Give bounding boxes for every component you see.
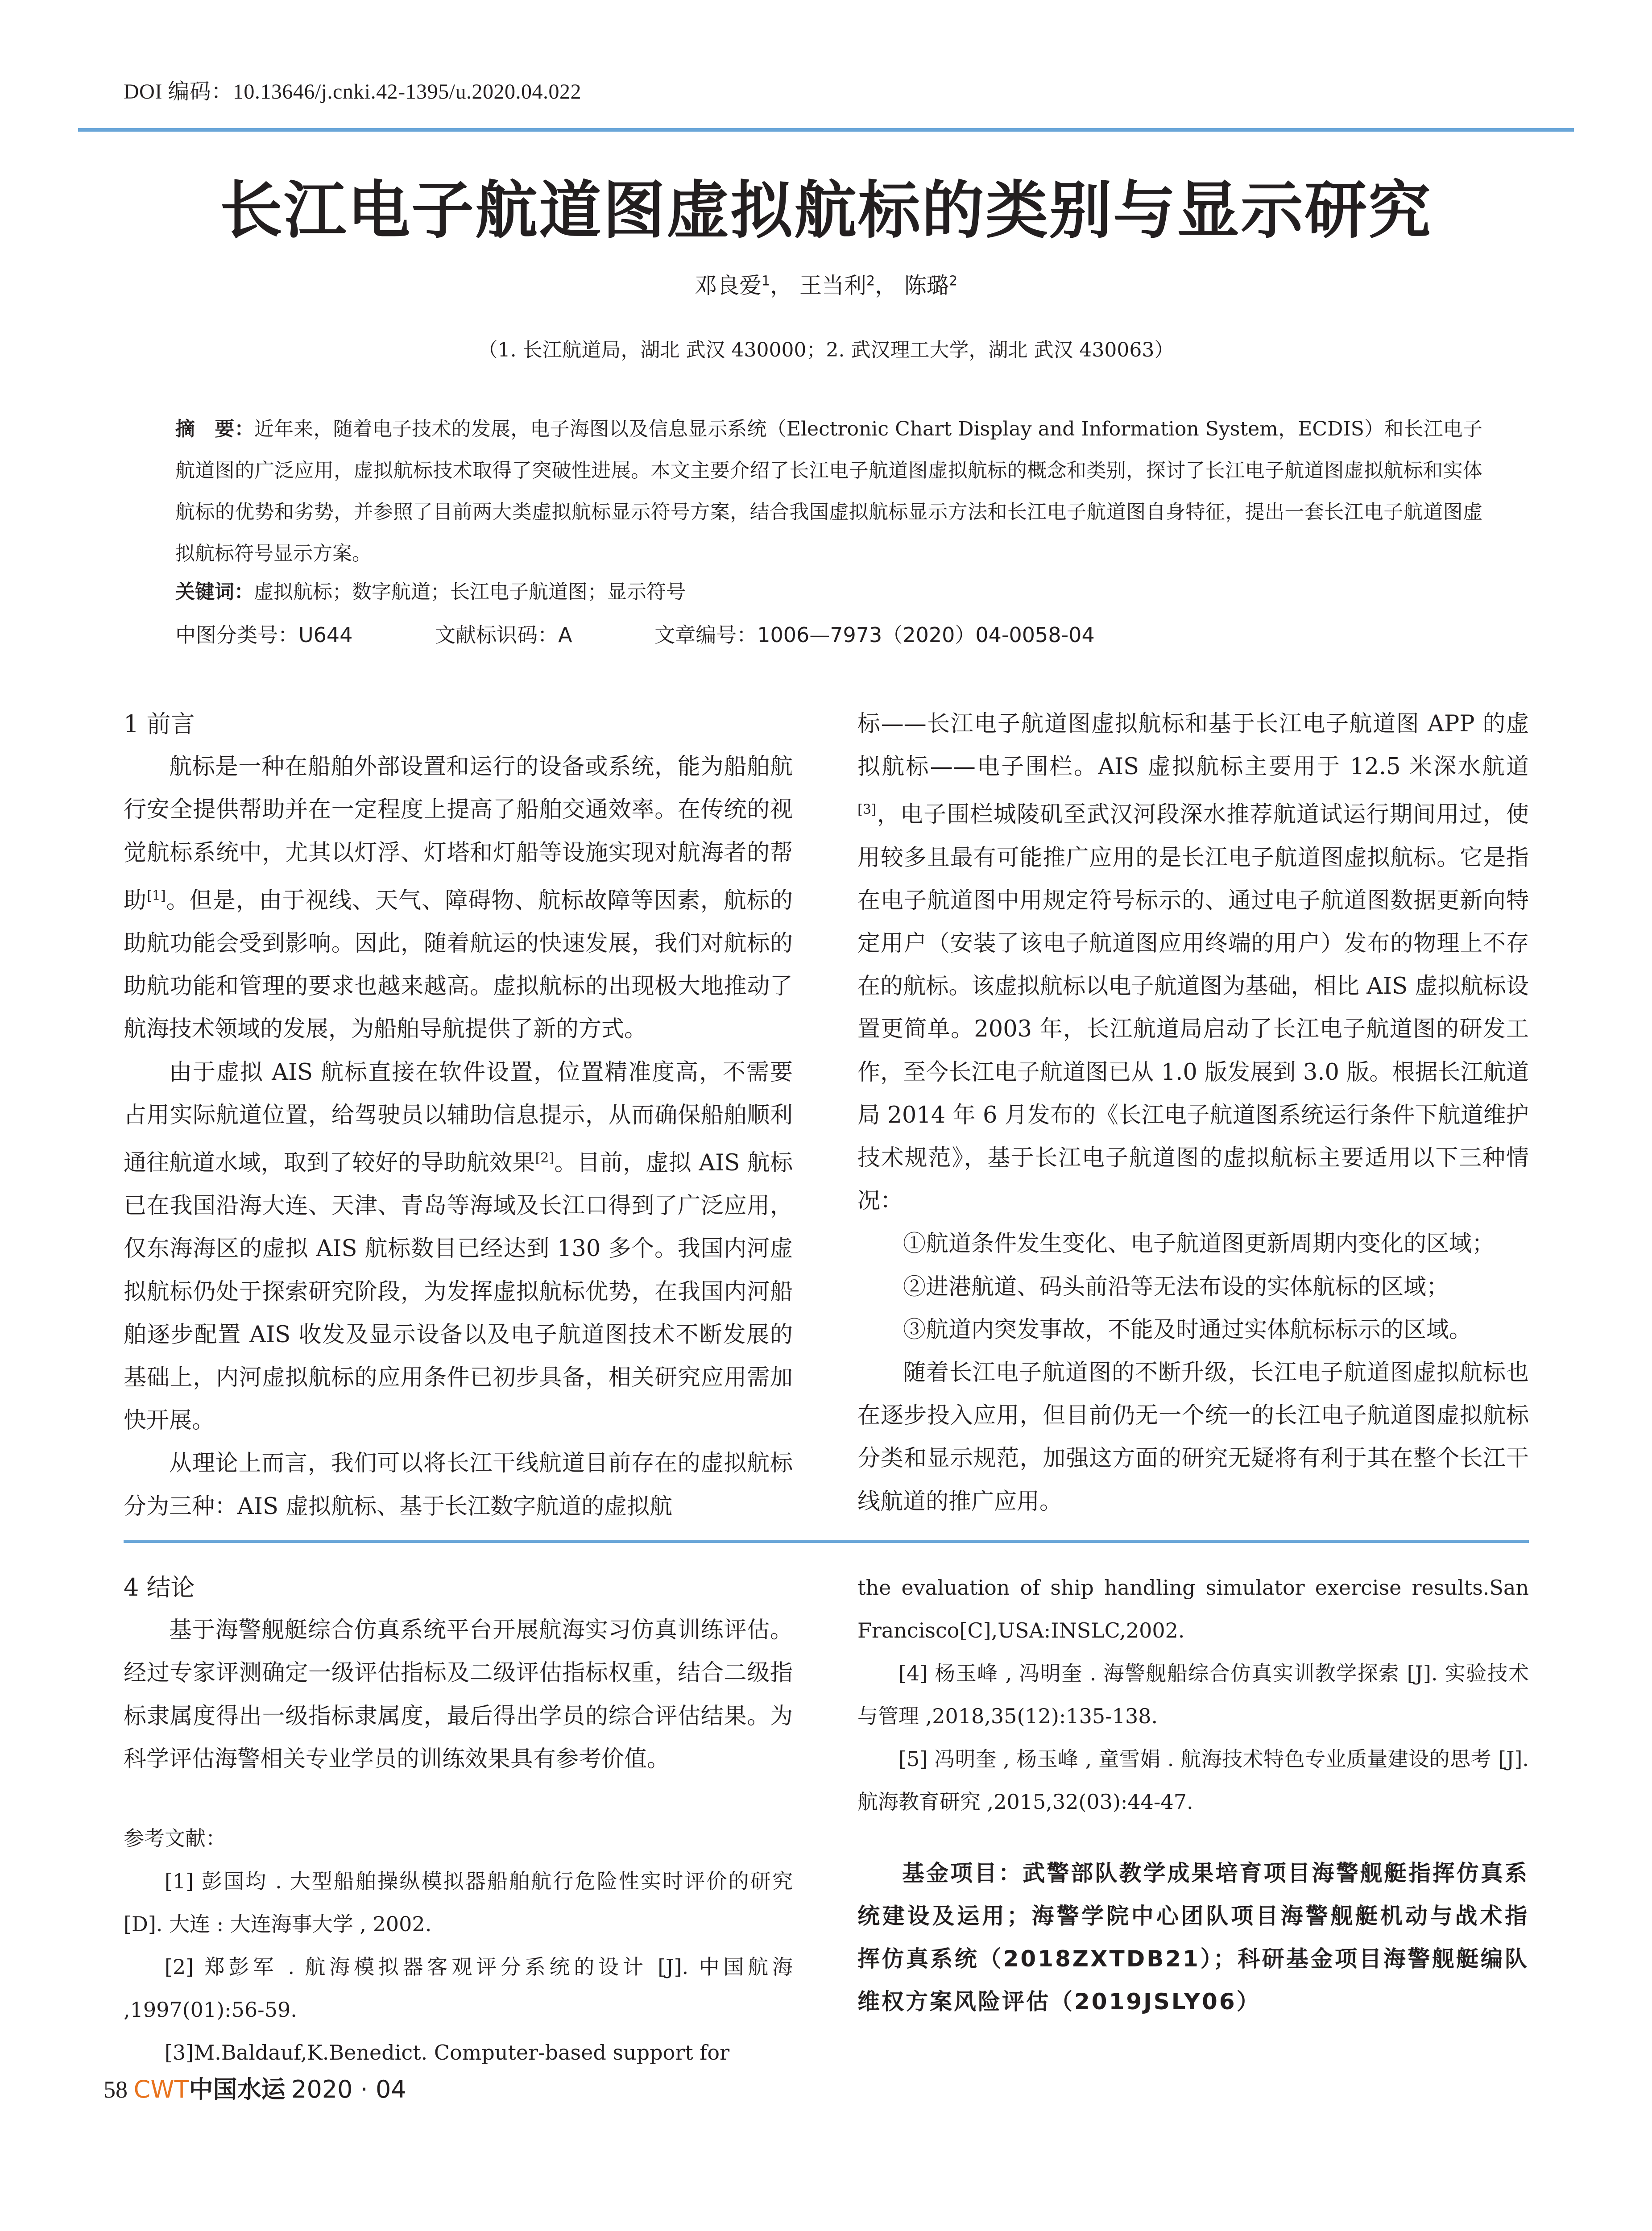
classification-line — [175, 619, 1095, 648]
affiliation: （1. 长江航道局，湖北 武汉 430000；2. 武汉理工大学，湖北 武汉 430063） — [478, 339, 1174, 361]
reference-item: [4] 杨玉峰 , 冯明奎 . 海警舰船综合仿真实训教学探索 [J]. 实验技术与管理 ,2018,35(12):135-138. — [857, 1661, 1529, 1728]
issue-number: 2020 · 04 — [291, 2075, 406, 2103]
references-right — [857, 1566, 1529, 1823]
paragraph: 随着长江电子航道图的不断升级，长江电子航道图虚拟航标也在逐步投入应用，但目前仍无一个统一的长江电子航道图虚拟航标分类和显示规范，加强这方面的研究无疑将有利于其在整个长江干线航道的推广应用。 — [857, 1360, 1529, 1515]
author-affil-mark: 1 — [761, 273, 770, 289]
citation-mark: [2] — [535, 1150, 555, 1166]
keywords-label: 关键词： — [175, 581, 254, 603]
paragraph: 标——长江电子航道图虚拟航标和基于长江电子航道图 APP 的虚拟航标——电子围栏。AIS 虚拟航标主要用于 12.5 米深水航道[3]，电子围栏城陵矶至武汉河段深水推荐航道试运行期间用过，使用较多且最有可能推广应用的是长江电子航道图虚拟航标。它是指在电子航道图中用规定符号标示的、通过电子航道图数据更新向特定用户（安装了该电子航道图应用终端的用户）发布的物理上不存在的航标。该虚拟航标以电子航道图为基础，相比 AIS 虚拟航标设置更简单。2003 年，长江航道局启动了长江电子航道图的研发工作，至今长江电子航道图已从 1.0 版发展到 3.0 版。根据长江航道局 2014 年 6 月发布的《长江电子航道图系统运行条件下航道维护技术规范》，基于长江电子航道图的虚拟航标主要适用以下三种情况： — [857, 711, 1529, 1215]
references-left — [124, 1817, 793, 2074]
citation-mark: [1] — [147, 887, 166, 904]
keywords-text: 虚拟航标；数字航道；长江电子航道图；显示符号 — [254, 581, 686, 603]
reference-item: [5] 冯明奎 , 杨玉峰 , 童雪娟 . 航海技术特色专业质量建设的思考 [J]. 航海教育研究 ,2015,32(03):44-47. — [857, 1747, 1529, 1814]
article-number: 文章编号：1006—7973（2020）04-0058-04 — [654, 623, 1095, 647]
funding-note: 基金项目：武警部队教学成果培育项目海警舰艇指挥仿真系统建设及运用；海警学院中心团队项目海警舰艇机动与战术指挥仿真系统（2018ZXTDB21）；科研基金项目海警舰艇编队维权方案风险评估（2019JSLY06） — [857, 1860, 1529, 2015]
section-heading: 1 前言 — [124, 710, 195, 738]
upper-left-column — [124, 703, 793, 1528]
paragraph: 由于虚拟 AIS 航标直接在软件设置，位置精准度高，不需要占用实际航道位置，给驾驶员以辅助信息提示，从而确保船舶顺利通往航道水域，取到了较好的导助航效果[2]。目前，虚拟 AIS 航标已在我国沿海大连、天津、青岛等海域及长江口得到了广泛应用，仅东海海区的虚拟 AIS 航标数目已经达到 130 多个。我国内河虚拟航标仍处于探索研究阶段，为发挥虚拟航标优势，在我国内河船舶逐步配置 AIS 收发及显示设备以及电子航道图技术不断发展的基础上，内河虚拟航标的应用条件已初步具备，相关研究应用需加快开展。 — [124, 1059, 793, 1434]
lower-left-column — [124, 1566, 793, 1781]
author-separator: ， — [770, 273, 793, 299]
document-code: 文献标识码：A — [435, 623, 572, 647]
paragraph: 基于海警舰艇综合仿真系统平台开展航海实习仿真训练评估。经过专家评测确定一级评估指标及二级评估指标权重，结合二级指标隶属度得出一级指标隶属度，最后得出学员的综合评估结果。为科学评估海警相关专业学员的训练效果具有参考价值。 — [124, 1617, 793, 1772]
author-name: 王当利 — [799, 273, 866, 299]
references-title: 参考文献： — [124, 1826, 226, 1850]
paragraph: 从理论上而言，我们可以将长江干线航道目前存在的虚拟航标分为三种：AIS 虚拟航标、基于长江数字航道的虚拟航 — [124, 1450, 793, 1520]
clc-number: 中图分类号：U644 — [175, 623, 353, 647]
author-affil-mark: 2 — [948, 273, 958, 289]
paragraph: 航标是一种在船舶外部设置和运行的设备或系统，能为船舶航行安全提供帮助并在一定程度上提高了船舶交通效率。在传统的视觉航标系统中，尤其以灯浮、灯塔和灯船等设施实现对航海者的帮助[1]。但是，由于视线、天气、障碍物、航标故障等因素，航标的助航功能会受到影响。因此，随着航运的快速发展，我们对航标的助航功能和管理的要求也越来越高。虚拟航标的出现极大地推动了航海技术领域的发展，为船舶导航提供了新的方式。 — [124, 754, 793, 1043]
doi-line: DOI 编码：10.13646/j.cnki.42-1395/u.2020.04.022 — [124, 80, 581, 104]
section-divider — [124, 1540, 1529, 1543]
abstract-label: 摘 要： — [175, 418, 254, 440]
keywords — [175, 576, 686, 604]
list-item: ②进港航道、码头前沿等无法布设的实体航标的区域； — [903, 1273, 1449, 1300]
author-line — [0, 268, 1652, 300]
reference-item: [2] 郑彭军 . 航海模拟器客观评分系统的设计 [J]. 中国航海 ,1997(01):56-59. — [124, 1955, 793, 2022]
citation-mark: [3] — [857, 802, 877, 818]
article-title: 长江电子航道图虚拟航标的类别与显示研究 — [219, 174, 1432, 247]
cwt-logo: CWT — [133, 2075, 189, 2103]
reference-item: [1] 彭国均 . 大型船舶操纵模拟器船舶航行危险性实时评价的研究 [D]. 大连 : 大连海事大学 , 2002. — [124, 1869, 793, 1936]
author-name: 邓良爱 — [694, 273, 762, 299]
author-affil-mark: 2 — [866, 273, 875, 289]
abstract — [175, 408, 1482, 574]
list-item: ③航道内突发事故，不能及时通过实体航标标示的区域。 — [903, 1316, 1472, 1343]
author-separator: ， — [875, 273, 898, 299]
author-name: 陈璐 — [904, 273, 949, 299]
abstract-text: 近年来，随着电子技术的发展，电子海图以及信息显示系统（Electronic Chart Display and Information System，ECDIS）和长江电子航道图的广泛应用，虚拟航标技术取得了突破性进展。本文主要介绍了长江电子航道图虚拟航标的概念和类别，探讨了长江电子航道图虚拟航标和实体航标的优势和劣势，并参照了目前两大类虚拟航标显示符号方案，结合我国虚拟航标显示方法和长江电子航道图自身特征，提出一套长江电子航道图虚拟航标符号显示方案。 — [175, 418, 1483, 565]
magazine-name: 中国水运 — [189, 2076, 286, 2103]
reference-item: the evaluation of ship handling simulator exercise results.San Francisco[C],USA:INSLC,2002. — [857, 1576, 1529, 1642]
section-heading: 4 结论 — [124, 1573, 195, 1601]
list-item: ①航道条件发生变化、电子航道图更新周期内变化的区域； — [903, 1231, 1495, 1257]
page-number: 58 — [104, 2076, 128, 2103]
page-footer — [104, 2070, 406, 2105]
header-rule — [78, 128, 1574, 132]
reference-item: [3]M.Baldauf,K.Benedict. Computer-based support for — [165, 2040, 730, 2065]
upper-right-column — [857, 703, 1529, 1523]
